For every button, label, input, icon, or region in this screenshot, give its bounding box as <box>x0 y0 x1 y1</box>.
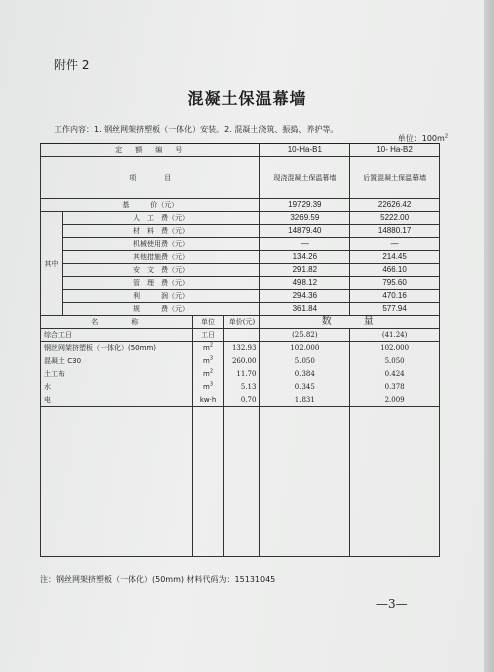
column-header-row: 名 称 单位 单价(元) 数 量 <box>41 316 440 329</box>
item-row: 项 目 现浇混凝土保温幕墙 后置混凝土保温幕墙 <box>41 157 440 199</box>
breakdown-row: 其中 人 工 费（元） 3269.59 5222.00 <box>41 212 440 225</box>
breakdown-row: 其他措施费（元） 134.26 214.45 <box>41 251 440 264</box>
material-row: 混凝土 C30 $m^3$ 260.00 5.050 5.050 <box>41 355 440 368</box>
material-row: 电 kw·h 0.70 1.831 2.009 <box>41 394 440 407</box>
of-which-label: 其中 <box>41 212 63 316</box>
quota-table <box>40 143 440 557</box>
material-row: 水 $m^3$ 5.13 0.345 0.378 <box>41 381 440 394</box>
breakdown-row: 利 润（元） 294.36 470.16 <box>41 290 440 303</box>
labor-row: 综合工日 工日 (25.82) (41.24) <box>41 329 440 342</box>
table-filler <box>41 407 440 557</box>
breakdown-row: 材 料 费（元） 14879.40 14880.17 <box>41 225 440 238</box>
breakdown-row: 安 文 费（元） 291.82 466.10 <box>41 264 440 277</box>
page-number: —3— <box>376 597 408 611</box>
work-content: 工作内容：1. 钢丝网架挤塑板（一体化）安装。2. 混凝土浇筑、振捣、养护等。 <box>54 125 339 134</box>
breakdown-row: 机械使用费（元） — — <box>41 238 440 251</box>
code-row: 定 额 编 号 10-Ha-B1 10- Ha-B2 <box>41 144 440 157</box>
base-price-row: 基 价（元） 19729.39 22626.42 <box>41 199 440 212</box>
material-row: 土工布 $m^2$ 11.70 0.384 0.424 <box>41 368 440 381</box>
breakdown-row: 管 理 费（元） 498.12 795.60 <box>41 277 440 290</box>
breakdown-row: 规 费（元） 361.84 577.94 <box>41 303 440 316</box>
unit-label: 单位：$100m^2$ <box>397 133 448 143</box>
page-title: 混凝土保温幕墙 <box>187 89 307 108</box>
attachment-label: 附件 2 <box>54 58 90 72</box>
footer-note: 注：钢丝网架挤塑板（一体化）(50mm) 材料代码为：15131045 <box>40 575 276 584</box>
material-row: 钢丝网架挤塑板（一体化）(50mm) $m^2$ 132.93 102.000 102.000 <box>41 342 440 355</box>
